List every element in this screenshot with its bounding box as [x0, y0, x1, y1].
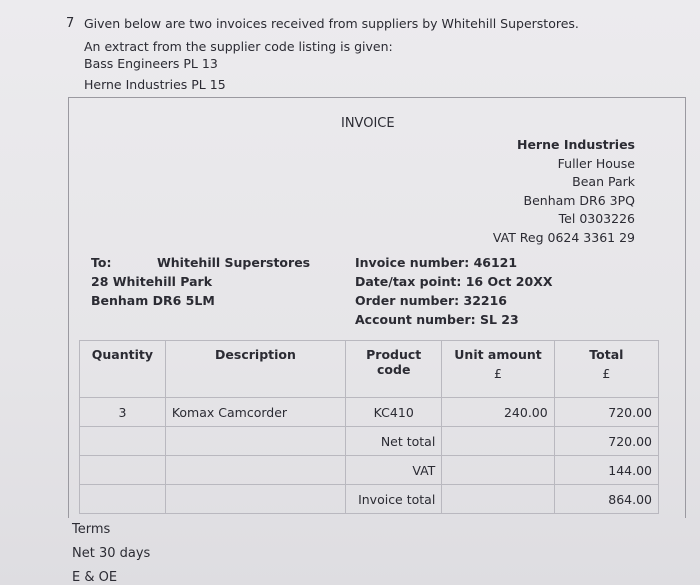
invoice-total-row — [80, 485, 659, 514]
row-quantity: 3 — [80, 398, 166, 427]
header-unit-amount-label: Unit amount — [454, 347, 542, 362]
customer-address — [91, 253, 310, 310]
terms-line-1: Net 30 days — [72, 546, 151, 561]
header-unit-amount — [442, 341, 554, 398]
vat-row — [80, 456, 659, 485]
customer-address-line-1: 28 Whitehill Park — [91, 274, 213, 289]
header-description: Description — [165, 341, 345, 398]
question-number: 7 — [66, 16, 75, 31]
supplier-code-herne: Herne Industries PL 15 — [84, 77, 226, 92]
customer-name: Whitehill Superstores — [157, 255, 311, 270]
supplier-tel: Tel 0303226 — [558, 211, 635, 226]
question-line-2: An extract from the supplier code listing is given: — [84, 39, 393, 54]
invoice-items-table — [79, 340, 659, 514]
header-product-code: Product code — [346, 341, 442, 398]
supplier-address — [493, 136, 635, 247]
invoice-title: INVOICE — [341, 116, 395, 131]
vat-value: 144.00 — [554, 456, 658, 485]
supplier-address-line-1: Fuller House — [557, 155, 635, 171]
header-total-currency: £ — [602, 366, 611, 381]
supplier-vat: VAT Reg 0624 3361 29 — [492, 229, 635, 245]
invoice-total-label: Invoice total — [346, 485, 442, 514]
terms-label: Terms — [72, 522, 111, 537]
invoice-total-value: 864.00 — [554, 485, 658, 514]
row-product-code: KC410 — [346, 398, 442, 427]
question-line-1: Given below are two invoices received from suppliers by Whitehill Superstores. — [84, 16, 579, 31]
net-total-row — [80, 427, 659, 456]
table-header-row — [80, 341, 659, 398]
to-label: To: — [91, 255, 112, 270]
supplier-address-line-2: Bean Park — [572, 174, 635, 189]
net-total-label: Net total — [346, 427, 442, 456]
supplier-name: Herne Industries — [516, 137, 635, 152]
customer-address-line-2: Benham DR6 5LM — [91, 293, 215, 308]
header-quantity: Quantity — [80, 341, 166, 398]
net-total-value: 720.00 — [554, 427, 658, 456]
row-description: Komax Camcorder — [165, 398, 345, 427]
order-number: Order number: 32216 — [355, 293, 507, 308]
invoice-details — [355, 253, 552, 329]
invoice-date: Date/tax point: 16 Oct 20XX — [355, 274, 553, 289]
vat-label: VAT — [346, 456, 442, 485]
account-number: Account number: SL 23 — [355, 312, 519, 327]
row-total: 720.00 — [554, 398, 658, 427]
header-unit-currency: £ — [494, 366, 502, 381]
invoice-number: Invoice number: 46121 — [355, 255, 518, 270]
supplier-address-line-3: Benham DR6 3PQ — [523, 192, 635, 208]
header-total — [554, 341, 658, 398]
table-row — [80, 398, 659, 427]
terms-line-2: E & OE — [72, 570, 118, 585]
invoice — [68, 97, 686, 518]
row-unit-amount: 240.00 — [442, 398, 554, 427]
header-total-label: Total — [589, 347, 624, 362]
supplier-code-bass: Bass Engineers PL 13 — [84, 56, 218, 71]
